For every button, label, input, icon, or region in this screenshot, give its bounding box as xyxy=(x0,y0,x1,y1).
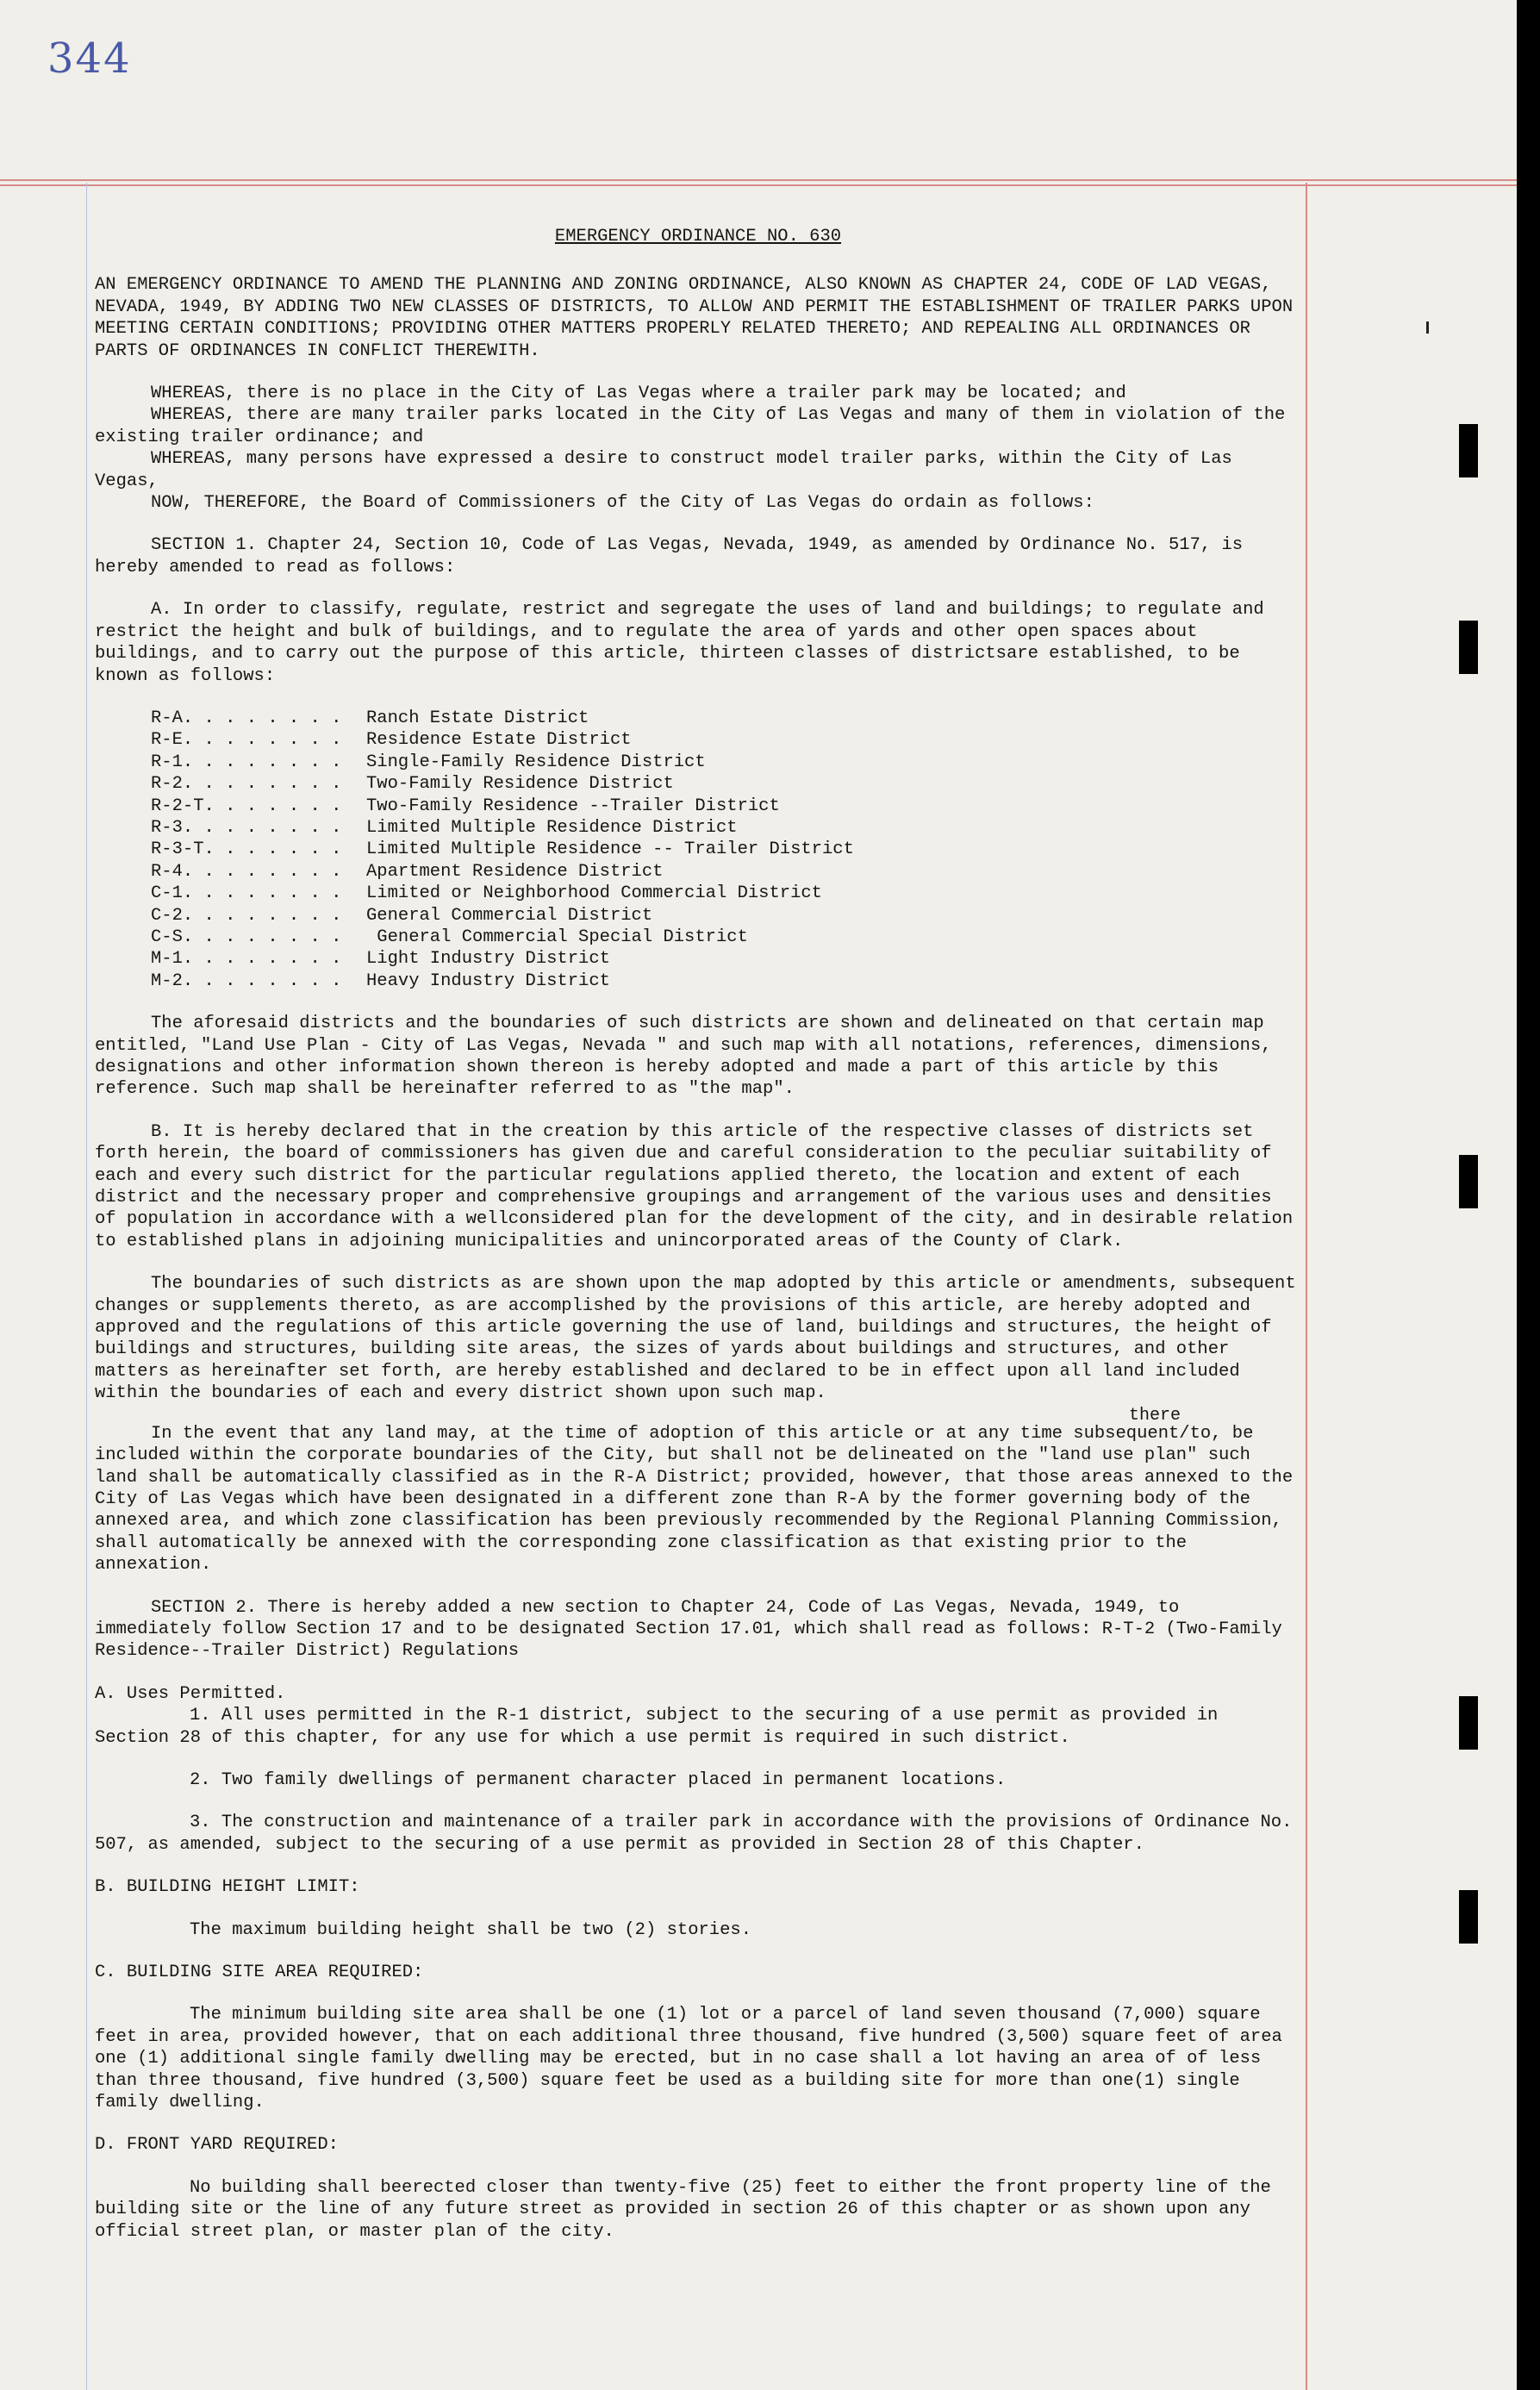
margin-rule xyxy=(1306,183,1307,2390)
front-yard-text: No building shall beerected closer than twenty-five (25) feet to either the front property line of the building site or the line of any future street as provided in section 26 of this chapter or as shown upon any official street plan, or master plan of the city. xyxy=(95,2177,1271,2242)
paragraph-b: B. It is hereby declared that in the creation by this article of the respective classes of districts set forth herein, the board of commissioners has given due and careful consideration to the peculiar suitability of each and every such district for the particular regulations applied thereto, the location and extent of each district and the necessary proper and comprehensive groupings and arrangement of the various uses and densities of population in accordance with a wellconsidered plan for the development of the city, and in desirable relation to established plans in adjoining municipalities and unincorporated areas of the County of Clark. xyxy=(95,1121,1294,1251)
district-code: M-2. . . . . . . . xyxy=(151,970,342,991)
district-row xyxy=(151,773,1301,795)
header-rule xyxy=(0,179,1517,181)
district-name: Two-Family Residence District xyxy=(366,774,674,795)
district-code: R-4. . . . . . . . xyxy=(151,861,342,882)
district-code: C-2. . . . . . . . xyxy=(151,905,342,926)
district-code: R-E. . . . . . . . xyxy=(151,730,342,751)
header-rule xyxy=(0,184,1517,186)
district-code: R-A. . . . . . . . xyxy=(151,708,342,728)
front-yard-heading: D. FRONT YARD REQUIRED: xyxy=(95,2135,339,2156)
annexation-paragraph: In the event that any land may, at the time of adoption of this article or at any time subsequent/to, be included within the corporate boundaries of the City, but shall not be delineated on the "land use plan" such land shall be automatically classified as in the R-A District; provided, however, that those areas annexed to the City of Las Vegas which have been designated in a different zone than R-A by the former governing body of the annexed area, and which zone classification has been previously recommended by the Regional Planning Commission, shall automatically be annexed with the corresponding zone classification as that existing prior to the annexation. xyxy=(95,1423,1294,1576)
binder-tab xyxy=(1459,1890,1478,1944)
district-code: R-3-T. . . . . . . xyxy=(151,839,342,860)
district-name: Light Industry District xyxy=(366,949,610,970)
district-code: R-2. . . . . . . . xyxy=(151,774,342,795)
section-2: SECTION 2. There is hereby added a new section to Chapter 24, Code of Las Vegas, Nevada, 1949, to immediately follow Section 17 and to be designated Section 17.01, which shall read as follows: R-T-2 (Two-Family Residence--Trailer District) Regulations xyxy=(95,1597,1282,1662)
district-name: Single-Family Residence District xyxy=(366,752,706,772)
height-heading: B. BUILDING HEIGHT LIMIT: xyxy=(95,1877,360,1898)
whereas-clause: WHEREAS, many persons have expressed a desire to construct model trailer parks, within the City of Las Vegas, xyxy=(95,449,1232,491)
district-row xyxy=(151,839,1301,860)
district-row xyxy=(151,817,1301,839)
district-name: Two-Family Residence --Trailer District xyxy=(366,796,780,816)
use-item: 1. All uses permitted in the R-1 district, subject to the securing of a use permit as provided in Section 28 of this chapter, for any use for which a use permit is required in such district. xyxy=(95,1706,1219,1748)
margin-rule xyxy=(86,183,87,2390)
district-row xyxy=(151,927,1301,948)
use-item: 2. Two family dwellings of permanent character placed in permanent locations. xyxy=(190,1769,1007,1790)
district-name: Residence Estate District xyxy=(366,730,632,751)
district-row xyxy=(151,948,1301,970)
binder-tab xyxy=(1459,1155,1478,1208)
district-row xyxy=(151,861,1301,883)
district-name: Limited or Neighborhood Commercial District xyxy=(366,883,822,904)
whereas-clause: WHEREAS, there is no place in the City of Las Vegas where a trailer park may be located; and xyxy=(151,384,1126,404)
therefore-clause: NOW, THEREFORE, the Board of Commissioners of the City of Las Vegas do ordain as follows: xyxy=(151,493,1094,514)
district-name: Apartment Residence District xyxy=(366,861,664,882)
district-code: C-1. . . . . . . . xyxy=(151,883,342,904)
binder-tab xyxy=(1459,621,1478,674)
preamble: AN EMERGENCY ORDINANCE TO AMEND THE PLANNING AND ZONING ORDINANCE, ALSO KNOWN AS CHAPTER 24, CODE OF LAD VEGAS, NEVADA, 1949, BY ADDING TWO NEW CLASSES OF DISTRICTS, TO ALLOW AND PERMIT THE ESTABLISHMENT OF TRAILER PARKS UPON MEETING CERTAIN CONDITIONS; PROVIDING OTHER MATTERS PROPERLY RELATED THERETO; AND REPEALING ALL ORDINANCES OR PARTS OF ORDINANCES IN CONFLICT THEREWITH. xyxy=(95,275,1294,361)
district-name: General Commercial District xyxy=(366,905,653,926)
district-row xyxy=(151,883,1301,904)
margin-tick xyxy=(1426,321,1429,334)
district-name: Heavy Industry District xyxy=(366,970,610,991)
paragraph-a: A. In order to classify, regulate, restrict and segregate the uses of land and buildings; to regulate and restrict the height and bulk of buildings, and to regulate the area of yards and other open spaces about buildings, and to carry out the purpose of this article, thirteen classes of districtsare established, to be known as follows: xyxy=(95,600,1264,686)
binder-tab xyxy=(1459,424,1478,477)
district-row xyxy=(151,729,1301,751)
district-code: R-3. . . . . . . . xyxy=(151,817,342,838)
district-code: R-1. . . . . . . . xyxy=(151,752,342,772)
uses-heading: A. Uses Permitted. xyxy=(95,1683,286,1704)
district-row xyxy=(151,905,1301,927)
district-name: Ranch Estate District xyxy=(366,708,589,728)
district-row xyxy=(151,708,1301,729)
district-row xyxy=(151,752,1301,773)
district-code: M-1. . . . . . . . xyxy=(151,949,342,970)
ordinance-text xyxy=(95,226,1301,2243)
district-name: Limited Multiple Residence District xyxy=(366,817,738,838)
district-row xyxy=(151,796,1301,817)
district-row xyxy=(151,970,1301,992)
use-item: 3. The construction and maintenance of a trailer park in accordance with the provisions of Ordinance No. 507, as amended, subject to the securing of a use permit as provided in Section 28 of this Chapter. xyxy=(95,1813,1293,1855)
district-name: Limited Multiple Residence -- Trailer District xyxy=(366,839,854,860)
height-text: The maximum building height shall be two (2) stories. xyxy=(190,1919,752,1940)
district-code: C-S. . . . . . . . xyxy=(151,927,342,947)
ordinance-title: EMERGENCY ORDINANCE NO. 630 xyxy=(554,227,842,246)
site-area-text: The minimum building site area shall be one (1) lot or a parcel of land seven thousand (7,000) square feet in area, provided however, that on each additional three thousand, five hundred (3,500) square feet of area one (1) additional single family dwelling may be erected, but in no case shall a lot having an area of of less than three thousand, five hundred (3,500) square feet be used as a building site for more than one(1) single family dwelling. xyxy=(95,2005,1282,2113)
site-area-heading: C. BUILDING SITE AREA REQUIRED: xyxy=(95,1963,424,1982)
district-name: General Commercial Special District xyxy=(366,927,748,947)
whereas-clause: WHEREAS, there are many trailer parks located in the City of Las Vegas and many of them in violation of the existing trailer ordinance; and xyxy=(95,405,1286,447)
district-list xyxy=(151,708,1301,992)
map-paragraph: The aforesaid districts and the boundaries of such districts are shown and delineated on that certain map entitled, "Land Use Plan - City of Las Vegas, Nevada " and such map with all notations, references, dimensions, designations and other information shown thereon is hereby adopted and made a part of this article by this reference. Such map shall be hereinafter referred to as "the map". xyxy=(95,1014,1272,1100)
boundaries-paragraph: The boundaries of such districts as are shown upon the map adopted by this article or amendments, subsequent changes or supplements thereto, as are accomplished by the provisions of this article, are hereby adopted and approved and the regulations of this article governing the use of land, buildings and structures, the height of buildings and structures, building site areas, the sizes of yards about buildings and structures, and other matters as hereinafter set forth, are hereby established and declared to be in effect upon all land included within the boundaries of each and every district shown upon such map. xyxy=(95,1274,1296,1404)
section-1: SECTION 1. Chapter 24, Section 10, Code of Las Vegas, Nevada, 1949, as amended by Ordinance No. 517, is hereby amended to read as follows: xyxy=(95,535,1244,577)
binder-tab xyxy=(1459,1696,1478,1750)
district-code: R-2-T. . . . . . . xyxy=(151,796,342,816)
page-number: 344 xyxy=(47,34,132,83)
handwritten-insertion: there xyxy=(1128,1405,1181,1426)
